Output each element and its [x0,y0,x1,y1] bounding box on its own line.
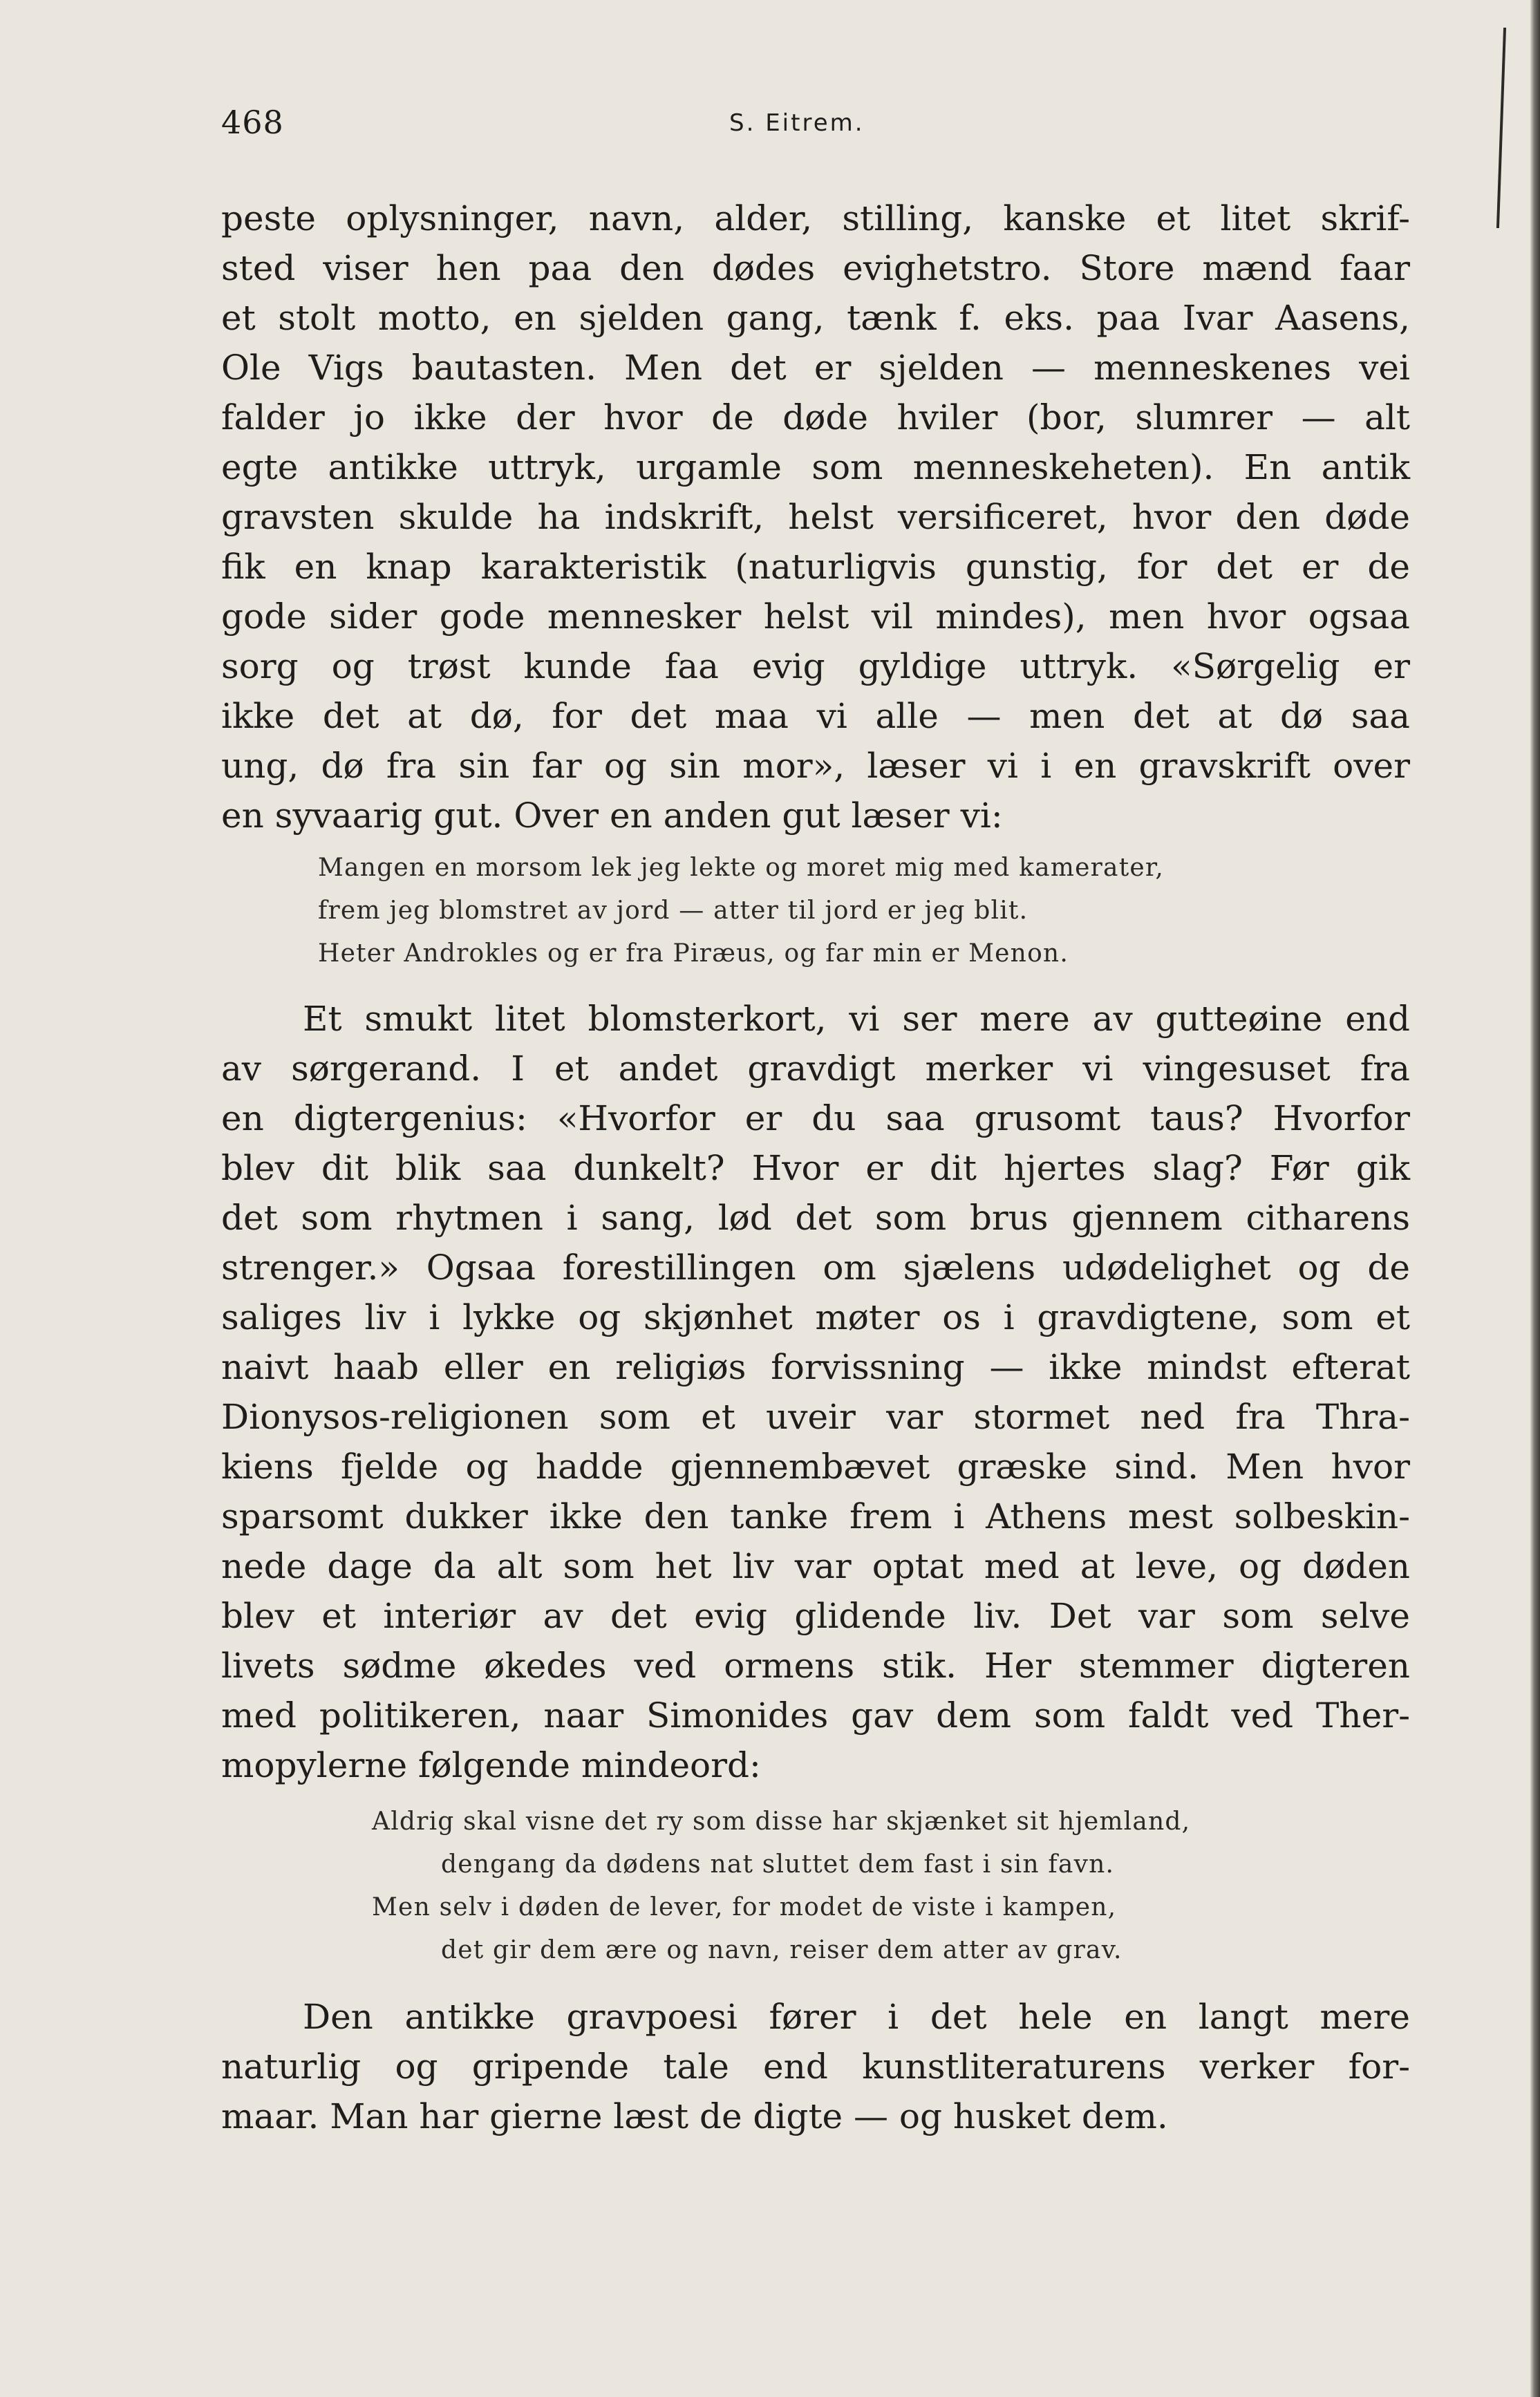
text-line: Et smukt litet blomsterkort, vi ser mere av gutteøine end [303,999,1410,1039]
page-crease [1496,28,1506,228]
text-line: Ole Vigs bautasten. Men det er sjelden — menneskenes vei [221,348,1410,388]
verse-line: frem jeg blomstret av jord — atter til jord er jeg blit. [318,896,1029,925]
page-header [221,104,1402,152]
verse-line: Men selv i døden de lever, for modet de viste i kampen, [372,1893,1117,1921]
text-line: sted viser hen paa den dødes evighetstro. Store mænd faar [221,248,1410,288]
text-line: Den antikke gravpoesi fører i det hele en langt mere [303,1997,1410,2037]
text-line: kiens fjelde og hadde gjennembævet græske sind. Men hvor [221,1447,1410,1487]
epitaph-verse-1 [221,847,1507,975]
text-line: livets sødme økedes ved ormens stik. Her stemmer digteren [221,1646,1410,1686]
text-line: saliges liv i lykke og skjønhet møter os i gravdigtene, som et [221,1297,1410,1337]
text-line: naturlig og gripende tale end kunstliteraturens verker for- [221,2047,1410,2087]
text-line: naivt haab eller en religiøs forvissning — ikke mindst efterat [221,1347,1410,1387]
epitaph-verse-2 [221,1801,1410,1972]
text-line: gode sider gode mennesker helst vil mindes), men hvor ogsaa [221,596,1410,637]
text-line: egte antikke uttryk, urgamle som menneskeheten). En antik [221,447,1410,487]
text-line: et stolt motto, en sjelden gang, tænk f. eks. paa Ivar Aasens, [221,298,1410,338]
text-line: ikke det at dø, for det maa vi alle — men det at dø saa [221,696,1410,736]
paragraph-3 [221,1992,1410,2141]
text-line: en digtergenius: «Hvorfor er du saa grusomt taus? Hvorfor [221,1098,1410,1138]
text-line: Dionysos-religionen som et uveir var stormet ned fra Thra- [221,1397,1410,1437]
verse-line: det gir dem ære og navn, reiser dem atter av grav. [441,1936,1123,1964]
text-line: en syvaarig gut. Over en anden gut læser vi: [221,796,1003,836]
text-line: peste oplysninger, navn, alder, stilling, kanske et litet skrif- [221,198,1410,238]
text-line: sparsomt dukker ikke den tanke frem i Athens mest solbeskin- [221,1496,1410,1536]
text-line: av sørgerand. I et andet gravdigt merker vi vingesuset fra [221,1049,1410,1089]
text-line: blev dit blik saa dunkelt? Hvor er dit hjertes slag? Før gik [221,1148,1410,1188]
verse-line: Aldrig skal visne det ry som disse har skjænket sit hjemland, [372,1807,1191,1836]
text-line: ung, dø fra sin far og sin mor», læser vi i en gravskrift over [221,746,1410,786]
page-edge [1530,0,1540,2397]
text-line: falder jo ikke der hvor de døde hviler (bor, slumrer — alt [221,397,1410,438]
text-line: sorg og trøst kunde faa evig gyldige uttryk. «Sørgelig er [221,646,1410,686]
paragraph-2 [221,994,1410,1790]
text-line: mopylerne følgende mindeord: [221,1745,761,1785]
text-line: med politikeren, naar Simonides gav dem som faldt ved Ther- [221,1695,1410,1736]
text-line: gravsten skulde ha indskrift, helst versificeret, hvor den døde [221,497,1410,537]
text-line: blev et interiør av det evig glidende liv. Det var som selve [221,1596,1410,1636]
page-number: 468 [221,104,284,141]
text-line: nede dage da alt som het liv var optat med at leve, og døden [221,1546,1410,1586]
text-line: fik en knap karakteristik (naturligvis gunstig, for det er de [221,547,1410,587]
running-head: S. Eitrem. [729,109,865,137]
text-line: strenger.» Ogsaa forestillingen om sjælens udødelighet og de [221,1248,1410,1288]
text-line: det som rhytmen i sang, lød det som brus gjennem citharens [221,1198,1410,1238]
verse-line: Mangen en morsom lek jeg lekte og moret mig med kamerater, [318,854,1164,882]
verse-line: dengang da dødens nat sluttet dem fast i sin favn. [441,1850,1115,1879]
verse-line: Heter Androkles og er fra Piræus, og far min er Menon. [318,939,1069,968]
paragraph-1 [221,194,1410,840]
text-line: maar. Man har gierne læst de digte — og husket dem. [221,2096,1168,2136]
